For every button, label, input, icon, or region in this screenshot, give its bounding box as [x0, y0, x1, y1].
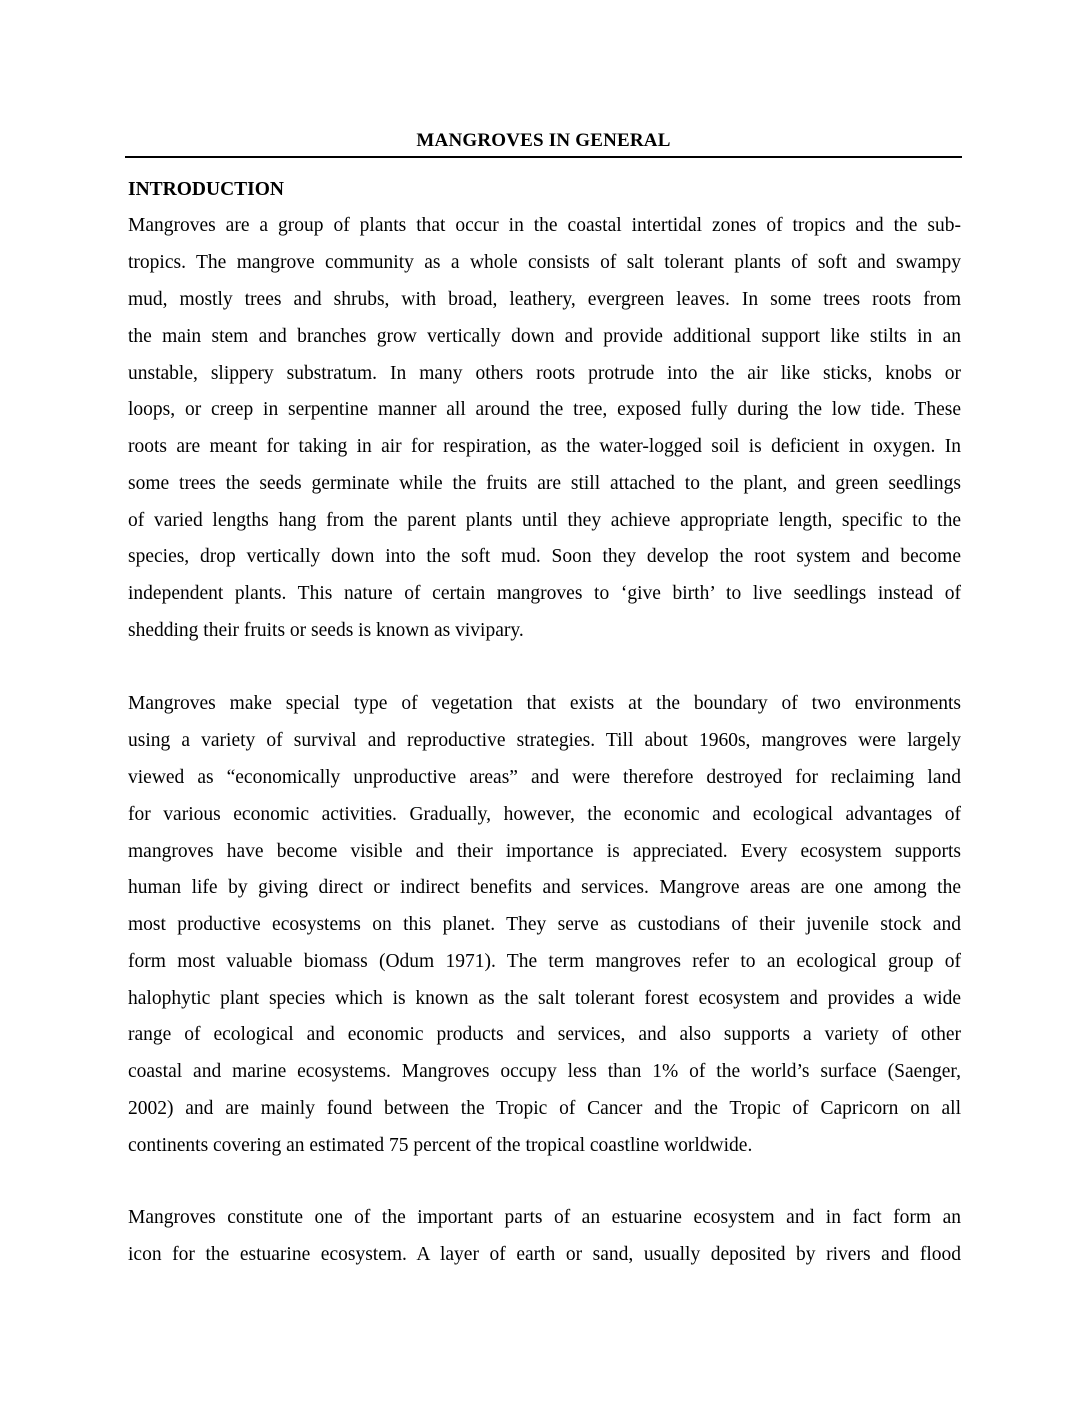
text-line: using a variety of survival and reproductive strategies. Till about 1960s, mangroves were largely — [128, 730, 961, 751]
text-line: mangroves have become visible and their importance is appreciated. Every ecosystem supports — [128, 841, 961, 862]
text-line: the main stem and branches grow vertically down and provide additional support like stilts in an — [128, 326, 961, 347]
text-line: halophytic plant species which is known as the salt tolerant forest ecosystem and provides a wide — [128, 988, 961, 1009]
text-line: some trees the seeds germinate while the fruits are still attached to the plant, and green seedlings — [128, 473, 961, 494]
text-line: most productive ecosystems on this planet. They serve as custodians of their juvenile stock and — [128, 914, 961, 935]
text-line: Mangroves constitute one of the important parts of an estuarine ecosystem and in fact form an — [128, 1207, 961, 1228]
text-line: species, drop vertically down into the soft mud. Soon they develop the root system and become — [128, 546, 961, 567]
text-line: roots are meant for taking in air for respiration, as the water-logged soil is deficient in oxygen. In — [128, 436, 961, 457]
text-line: icon for the estuarine ecosystem. A layer of earth or sand, usually deposited by rivers and flood — [128, 1244, 961, 1265]
text-line: coastal and marine ecosystems. Mangroves occupy less than 1% of the world’s surface (Saenger, — [128, 1061, 961, 1082]
text-line: viewed as “economically unproductive areas” and were therefore destroyed for reclaiming land — [128, 767, 961, 788]
title-underline-rule — [125, 156, 962, 158]
text-line: Mangroves are a group of plants that occur in the coastal intertidal zones of tropics and the sub- — [128, 215, 961, 236]
text-line: for various economic activities. Gradually, however, the economic and ecological advantages of — [128, 804, 961, 825]
text-line: form most valuable biomass (Odum 1971). The term mangroves refer to an ecological group of — [128, 951, 961, 972]
text-line: independent plants. This nature of certain mangroves to ‘give birth’ to live seedlings instead of — [128, 583, 961, 604]
text-line: loops, or creep in serpentine manner all around the tree, exposed fully during the low tide. These — [128, 399, 961, 420]
text-line: human life by giving direct or indirect benefits and services. Mangrove areas are one among the — [128, 877, 961, 898]
section-heading: INTRODUCTION — [128, 179, 285, 200]
text-line: Mangroves make special type of vegetation that exists at the boundary of two environments — [128, 693, 961, 714]
text-line: range of ecological and economic products and services, and also supports a variety of other — [128, 1024, 961, 1045]
text-line: unstable, slippery substratum. In many others roots protrude into the air like sticks, knobs or — [128, 363, 961, 384]
text-line: tropics. The mangrove community as a whole consists of salt tolerant plants of soft and swampy — [128, 252, 961, 273]
text-line: of varied lengths hang from the parent plants until they achieve appropriate length, specific to the — [128, 510, 961, 531]
text-line: continents covering an estimated 75 percent of the tropical coastline worldwide. — [128, 1135, 753, 1156]
text-line: mud, mostly trees and shrubs, with broad, leathery, evergreen leaves. In some trees roots from — [128, 289, 961, 310]
text-line: 2002) and are mainly found between the Tropic of Cancer and the Tropic of Capricorn on all — [128, 1098, 961, 1119]
text-line: shedding their fruits or seeds is known as vivipary. — [128, 620, 524, 641]
page-title: MANGROVES IN GENERAL — [416, 130, 671, 151]
